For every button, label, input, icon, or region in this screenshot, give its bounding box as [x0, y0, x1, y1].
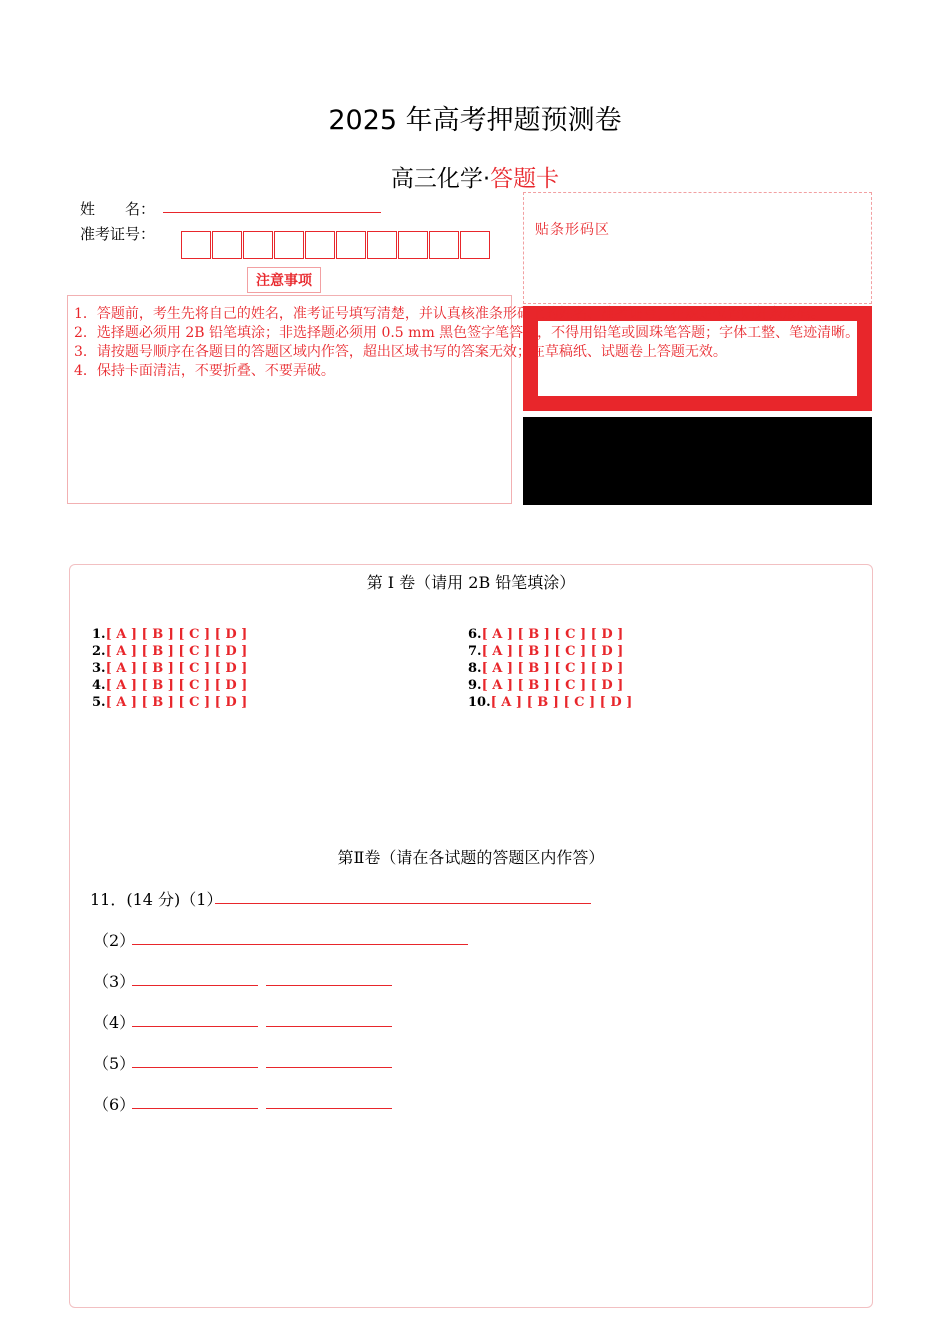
answer-blank[interactable]: [266, 1026, 392, 1027]
question-number: 8.: [468, 661, 482, 676]
answer-blank[interactable]: [132, 1026, 258, 1027]
mc-right-column: [468, 626, 632, 711]
q11-label: 11．(14 分)（1）: [90, 890, 223, 909]
mc-options: [ A ] [ B ] [ C ] [ D ]: [105, 661, 248, 676]
mc-left-column: [92, 626, 247, 711]
question-number: 3.: [92, 661, 106, 676]
mc-row[interactable]: [468, 694, 632, 711]
question-number: 9.: [468, 678, 482, 693]
mc-options: [ A ] [ B ] [ C ] [ D ]: [490, 695, 633, 710]
notice-line-1: 1．答题前，考生先将自己的姓名，准考证号填写清楚，并认真核准条形码上的姓名、准考证号，在规定位置贴好条形码。: [74, 306, 825, 322]
mc-options: [ A ] [ B ] [ C ] [ D ]: [105, 627, 248, 642]
mc-row[interactable]: [92, 626, 247, 643]
id-digit-box[interactable]: [336, 231, 366, 259]
id-label: 准考证号：: [80, 225, 156, 243]
mc-row[interactable]: [92, 694, 247, 711]
id-digit-box[interactable]: [212, 231, 242, 259]
id-digit-box[interactable]: [398, 231, 428, 259]
mc-options: [ A ] [ B ] [ C ] [ D ]: [481, 627, 624, 642]
id-digit-box[interactable]: [429, 231, 459, 259]
mc-row[interactable]: [468, 677, 632, 694]
mc-options: [ A ] [ B ] [ C ] [ D ]: [481, 661, 624, 676]
sub-question-label: （5）: [93, 1054, 136, 1073]
id-number-boxes: [181, 231, 491, 259]
section2-title: 第Ⅱ卷（请在各试题的答题区内作答）: [337, 848, 605, 867]
sub-question-label: （2）: [93, 931, 136, 950]
question-number: 5.: [92, 695, 106, 710]
mc-options: [ A ] [ B ] [ C ] [ D ]: [105, 678, 248, 693]
mc-row[interactable]: [468, 660, 632, 677]
barcode-area: [523, 192, 872, 304]
mc-row[interactable]: [92, 660, 247, 677]
question-number: 7.: [468, 644, 482, 659]
id-digit-box[interactable]: [243, 231, 273, 259]
answer-blank[interactable]: [132, 985, 258, 986]
answer-blank[interactable]: [266, 985, 392, 986]
mc-row[interactable]: [468, 626, 632, 643]
answer-blank[interactable]: [132, 944, 468, 945]
question-number: 10.: [468, 695, 491, 710]
notice-tag: 注意事项: [247, 267, 321, 293]
answer-blank[interactable]: [266, 1067, 392, 1068]
id-digit-box[interactable]: [181, 231, 211, 259]
page-title: 2025 年高考押题预测卷: [328, 105, 622, 136]
id-digit-box[interactable]: [274, 231, 304, 259]
mc-row[interactable]: [92, 643, 247, 660]
name-label: 姓 名：: [80, 200, 156, 218]
answer-blank[interactable]: [132, 1108, 258, 1109]
answer-blank[interactable]: [132, 1067, 258, 1068]
mc-options: [ A ] [ B ] [ C ] [ D ]: [105, 695, 248, 710]
subtitle-subject: 高三化学·: [390, 166, 491, 192]
answer-blank[interactable]: [215, 903, 591, 904]
notice-line-3: 3．请按题号顺序在各题目的答题区域内作答，超出区域书写的答案无效；在草稿纸、试题卷上答题无效。: [74, 344, 727, 360]
mc-options: [ A ] [ B ] [ C ] [ D ]: [481, 644, 624, 659]
mc-options: [ A ] [ B ] [ C ] [ D ]: [481, 678, 624, 693]
id-digit-box[interactable]: [305, 231, 335, 259]
question-number: 2.: [92, 644, 106, 659]
question-number: 6.: [468, 627, 482, 642]
barcode-label: 贴条形码区: [535, 222, 610, 238]
notice-line-2: 2．选择题必须用 2B 铅笔填涂；非选择题必须用 0.5 mm 黑色签字笔答题，不得用铅笔或圆珠笔答题；字体工整、笔迹清晰。: [74, 325, 860, 341]
question-number: 1.: [92, 627, 106, 642]
answer-sheet-subtitle: [0, 160, 950, 193]
notice-line-4: 4．保持卡面清洁，不要折叠、不要弄破。: [74, 363, 335, 379]
mc-row[interactable]: [468, 643, 632, 660]
mc-row[interactable]: [92, 677, 247, 694]
id-digit-box[interactable]: [460, 231, 490, 259]
section1-title: 第 I 卷（请用 2B 铅笔填涂）: [366, 573, 576, 592]
answer-blank[interactable]: [266, 1108, 392, 1109]
sub-question-label: （4）: [93, 1013, 136, 1032]
sub-question-label: （3）: [93, 972, 136, 991]
mc-options: [ A ] [ B ] [ C ] [ D ]: [105, 644, 248, 659]
question-number: 4.: [92, 678, 106, 693]
name-input-line[interactable]: [163, 212, 381, 213]
id-digit-box[interactable]: [367, 231, 397, 259]
subtitle-accent: 答题卡: [490, 166, 560, 192]
sub-question-label: （6）: [93, 1095, 136, 1114]
black-block: [523, 417, 872, 505]
